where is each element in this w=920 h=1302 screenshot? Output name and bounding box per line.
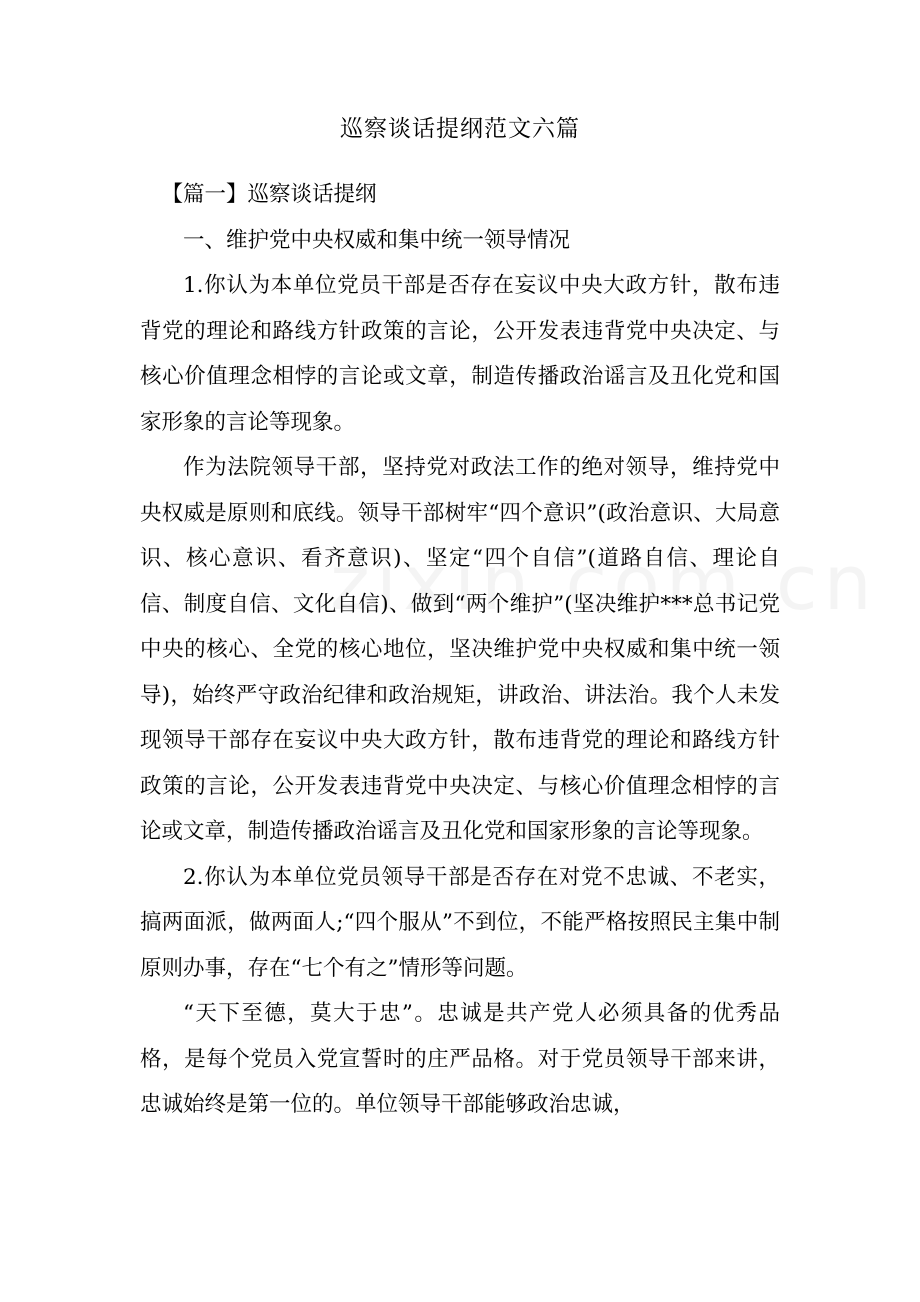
question-paragraph: 1.你认为本单位党员干部是否存在妄议中央大政方针，散布违背党的理论和路线方针政策的言论，公开发表违背党中央决定、与核心价值理念相悖的言论或文章，制造传播政治谣言及丑化党和国家形象的言论等现象。 [140,273,780,435]
answer-paragraph: 作为法院领导干部，坚持党对政法工作的绝对领导，维持党中央权威是原则和底线。领导干部树牢“四个意识”(政治意识、大局意识、核心意识、看齐意识)、坚定“四个自信”(道路自信、理论自信、制度自信、文化自信)、做到“两个维护”(坚决维护***总书记党中央的核心、全党的核心地位，坚决维护党中央权威和集中统一领导)，始终严守政治纪律和政治规矩，讲政治、讲法治。我个人未发现领导干部存在妄议中央大政方针，散布违背党的理论和路线方针政策的言论，公开发表违背党中央决定、与核心价值理念相悖的言论或文章，制造传播政治谣言及丑化党和国家形象的言论等现象。 [140,455,780,844]
document-title: 巡察谈话提纲范文六篇 [340,116,580,142]
question-paragraph: 2.你认为本单位党员领导干部是否存在对党不忠诚、不老实，搞两面派，做两面人;“四个服从”不到位，不能严格按照民主集中制原则办事，存在“七个有之”情形等问题。 [140,864,780,981]
subsection-heading: 一、维护党中央权威和集中统一领导情况 [183,227,571,253]
section-heading: 【篇一】巡察谈话提纲 [161,182,377,207]
answer-paragraph: “天下至德，莫大于忠”。忠诚是共产党人必须具备的优秀品格，是每个党员入党宣誓时的庄严品格。对于党员领导干部来讲，忠诚始终是第一位的。单位领导干部能够政治忠诚， [140,1001,780,1117]
document-body [140,172,780,1128]
